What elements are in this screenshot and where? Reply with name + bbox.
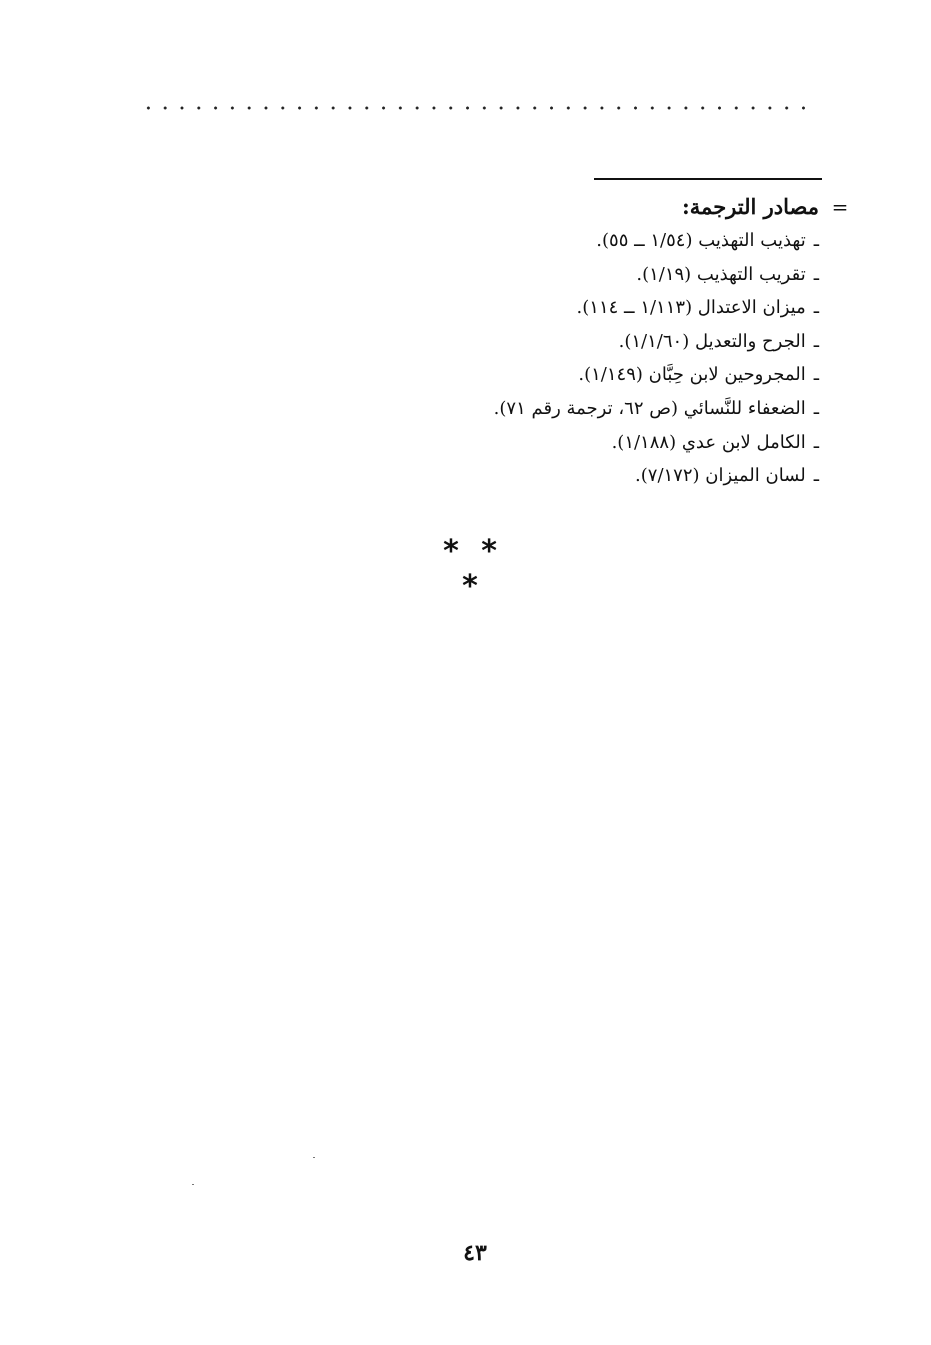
source-text: المجروحين لابن حِبَّان (١/١٤٩). xyxy=(578,364,806,386)
source-item xyxy=(341,258,819,292)
dotted-separator xyxy=(140,104,812,112)
source-item xyxy=(341,358,819,392)
sources-heading: مصادر الترجمة: xyxy=(682,194,819,219)
source-text: لسان الميزان (٧/١٧٢). xyxy=(635,465,806,487)
dash-marker: ـ xyxy=(813,364,819,386)
source-item xyxy=(341,325,819,359)
page-number: ٤٣ xyxy=(463,1240,487,1266)
source-item xyxy=(341,291,819,325)
source-item xyxy=(341,224,819,258)
scan-speck xyxy=(313,1157,315,1158)
source-text: الضعفاء للنَّسائي (ص ٦٢، ترجمة رقم ٧١). xyxy=(493,397,806,419)
dash-marker: ـ xyxy=(813,263,819,285)
dash-marker: ـ xyxy=(813,465,819,487)
dash-marker: ـ xyxy=(813,397,819,419)
source-text: الجرح والتعديل (١/١/٦٠). xyxy=(618,330,806,352)
source-text: ميزان الاعتدال (١/١١٣ ــ ١١٤). xyxy=(576,297,806,319)
scan-speck xyxy=(192,1184,194,1185)
dash-marker: ـ xyxy=(813,230,819,251)
sources-section xyxy=(341,190,861,493)
source-item xyxy=(341,392,819,426)
source-text: تهذيب التهذيب (١/٥٤ ــ ٥٥). xyxy=(596,230,806,251)
section-separator-stars: * * * xyxy=(443,534,503,604)
dash-marker: ـ xyxy=(813,431,819,453)
sources-heading-row xyxy=(341,190,861,224)
source-text: الكامل لابن عدي (١/١٨٨). xyxy=(611,431,806,453)
dash-marker: ـ xyxy=(813,297,819,319)
source-item xyxy=(341,459,819,493)
source-text: تقريب التهذيب (١/١٩). xyxy=(636,263,806,285)
equals-marker: = xyxy=(831,195,849,219)
sources-rule xyxy=(594,178,822,180)
source-list xyxy=(341,224,861,493)
dash-marker: ـ xyxy=(813,330,819,352)
source-item xyxy=(341,426,819,460)
